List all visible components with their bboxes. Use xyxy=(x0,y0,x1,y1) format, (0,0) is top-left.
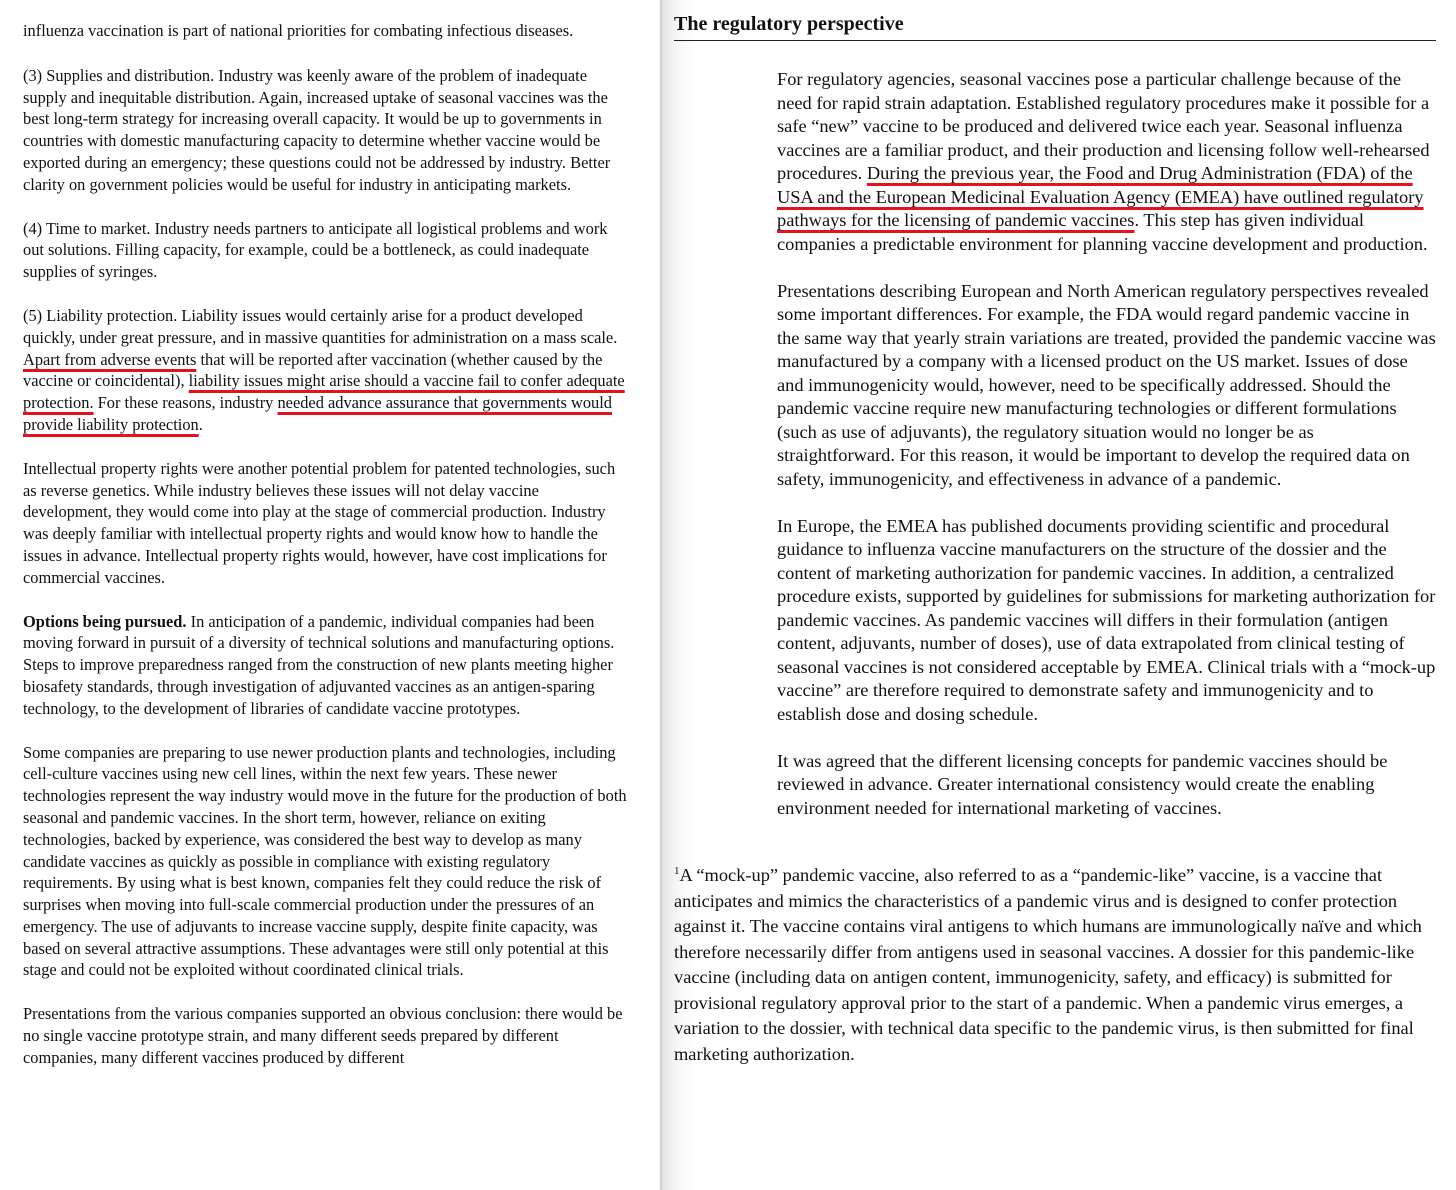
text-run: For these reasons, industry xyxy=(93,393,278,413)
text-run: that will be reported after vaccination (whether caused by the vaccine or coincidental), xyxy=(23,349,603,391)
paragraph-options-pursued xyxy=(23,611,630,720)
footnote xyxy=(674,863,1434,1067)
section-body xyxy=(674,68,1436,820)
paragraph-intellectual-property: Intellectual property rights were another potential problem for patented technologies, such as reverse genetics. While industry believes these issues will not delay vaccine development, they would come into play at the stage of commercial production. Industry was deeply familiar with intellectual property rights and would know how to handle the issues in advance. Intellectual property rights would, however, have cost implications for commercial vaccines. xyxy=(23,458,616,587)
paragraph-regulatory-challenge xyxy=(777,68,1436,256)
paragraph-supplies-distribution: (3) Supplies and distribution. Industry was keenly aware of the problem of inadequate supply and inequitable distribution. Again, increased uptake of seasonal vaccines was the best long-term strategy for increasing overall capacity. It would be up to governments in countries with domestic manufacturing capacity to determine whether vaccine would be exported during an emergency; these questions could not be addressed by industry. Better clarity on government policies would be useful for industry in anticipating markets. xyxy=(23,65,611,194)
text-run: In anticipation of a pandemic, individual companies had been moving forward in pursuit of a diversity of technical solutions and manufacturing options. Steps to improve preparedness ranged from the construction of new plants meeting higher biosafety standards, through investigation of adjuvanted vaccines as an antigen-sparing technology, to the development of libraries of candidate vaccine prototypes. xyxy=(23,611,615,718)
paragraph-presentations-conclusion: Presentations from the various companies supported an obvious conclusion: there would be no single vaccine prototype strain, and many different seeds prepared by different companies, many different vaccines produced by different xyxy=(23,1004,623,1067)
highlight-regulatory-pathways: During the previous year, the Food and Drug Administration (FDA) of the USA and the European Medicinal Evaluation Agency (EMEA) have outlined regulatory pathways for the licensing of pandemic vaccines xyxy=(777,163,1424,230)
paragraph-licensing-concepts: It was agreed that the different licensing concepts for pandemic vaccines should be reviewed in advance. Greater international consistency would create the enabling environment needed for international marketing of vaccines. xyxy=(777,750,1388,818)
paragraph-newer-technologies: Some companies are preparing to use newer production plants and technologies, including cell-culture vaccines using new cell lines, within the next few years. These newer technologies represent the way industry would move in the future for the production of both seasonal and pandemic vaccines. In the short term, however, reliance on exiting technologies, backed by experience, was considered the best way to develop as many candidate vaccines as quickly as possible in compliance with existing regulatory requirements. By using what is best known, companies felt they could reduce the risk of surprises when moving into full-scale commercial production under the pressures of an emergency. The use of adjuvants to increase vaccine supply, despite finite capacity, was based on several attractive assumptions. These advantages were still only potential at this stage and could not be exploited without coordinated clinical trials. xyxy=(23,742,627,980)
section-title: The regulatory perspective xyxy=(674,10,1436,41)
footnote-marker: 1 xyxy=(674,864,680,877)
text-run: (5) Liability protection. Liability issues would certainly arise for a product developed quickly, under great pressure, and in massive quantities for administration on a mass scale. xyxy=(23,305,618,347)
highlight-adverse-events: Apart from adverse events xyxy=(23,349,197,369)
paragraph-liability-protection xyxy=(23,305,630,436)
right-page xyxy=(662,0,1456,1190)
highlight-advance-assurance: needed advance assurance that governments would provide liability protection xyxy=(23,393,612,434)
left-page xyxy=(0,0,660,1190)
text-run: . This step has given individual companies a predictable environment for planning vaccine development and production. xyxy=(777,210,1428,254)
text-run: . xyxy=(198,414,203,434)
paragraph-lead-heading: Options being pursued. xyxy=(23,611,187,631)
highlight-liability-issues: liability issues might arise should a vaccine fail to confer adequate protection. xyxy=(23,371,625,413)
text-run: For regulatory agencies, seasonal vaccines pose a particular challenge because of the need for rapid strain adaptation. Established regulatory procedures make it possible for a safe “new” vaccine to be produced and delivered twice each year. Seasonal influenza vaccines are a familiar product, and their production and licensing follow well-rehearsed procedures. xyxy=(777,69,1430,183)
paragraph-regulatory-differences: Presentations describing European and North American regulatory perspectives revealed some important differences. For example, the FDA would regard pandemic vaccine in the same way that yearly strain variations are treated, provided the pandemic vaccine was manufactured by a company with a licensed product on the US market. Issues of dose and immunogenicity would, however, need to be specifically addressed. Should the pandemic vaccine require new manufacturing technologies or different formulations (such as use of adjuvants), the regulatory situation would no longer be as straightforward. For this reason, it would be important to develop the required data on safety, immunogenicity, and effectiveness in advance of a pandemic. xyxy=(777,280,1436,489)
paragraph-priorities: influenza vaccination is part of national priorities for combating infectious diseases. xyxy=(23,21,574,40)
footnote-text: A “mock-up” pandemic vaccine, also referred to as a “pandemic-like” vaccine, is a vaccine that anticipates and mimics the characteristics of a pandemic virus and is designed to confer protection against it. The vaccine contains viral antigens to which humans are immunologically naïve and which therefore necessarily differ from antigens used in seasonal vaccines. A dossier for this pandemic-like vaccine (including data on antigen content, immunogenicity, safety, and efficacy) is submitted for provisional regulatory approval prior to the start of a pandemic. When a pandemic virus emerges, a variation to the dossier, with technical data specific to the pandemic virus, is then submitted for final marketing authorization. xyxy=(674,865,1422,1064)
paragraph-time-to-market: (4) Time to market. Industry needs partners to anticipate all logistical problems and work out solutions. Filling capacity, for example, could be a bottleneck, as could inadequate supplies of syringes. xyxy=(23,218,608,282)
paragraph-emea-guidance: In Europe, the EMEA has published documents providing scientific and procedural guidance to influenza vaccine manufacturers on the structure of the dossier and the content of marketing authorization for pandemic vaccines. In addition, a centralized procedure exists, supported by guidelines for submissions for marketing authorization for pandemic vaccines. As pandemic vaccines will differs in their formulation (antigen content, adjuvants, number of doses), use of data extrapolated from clinical testing of seasonal vaccines is not considered acceptable by EMEA. Clinical trials with a “mock-up vaccine” are therefore required to demonstrate safety and immunogenicity and to establish dose and dosing schedule. xyxy=(777,515,1436,724)
